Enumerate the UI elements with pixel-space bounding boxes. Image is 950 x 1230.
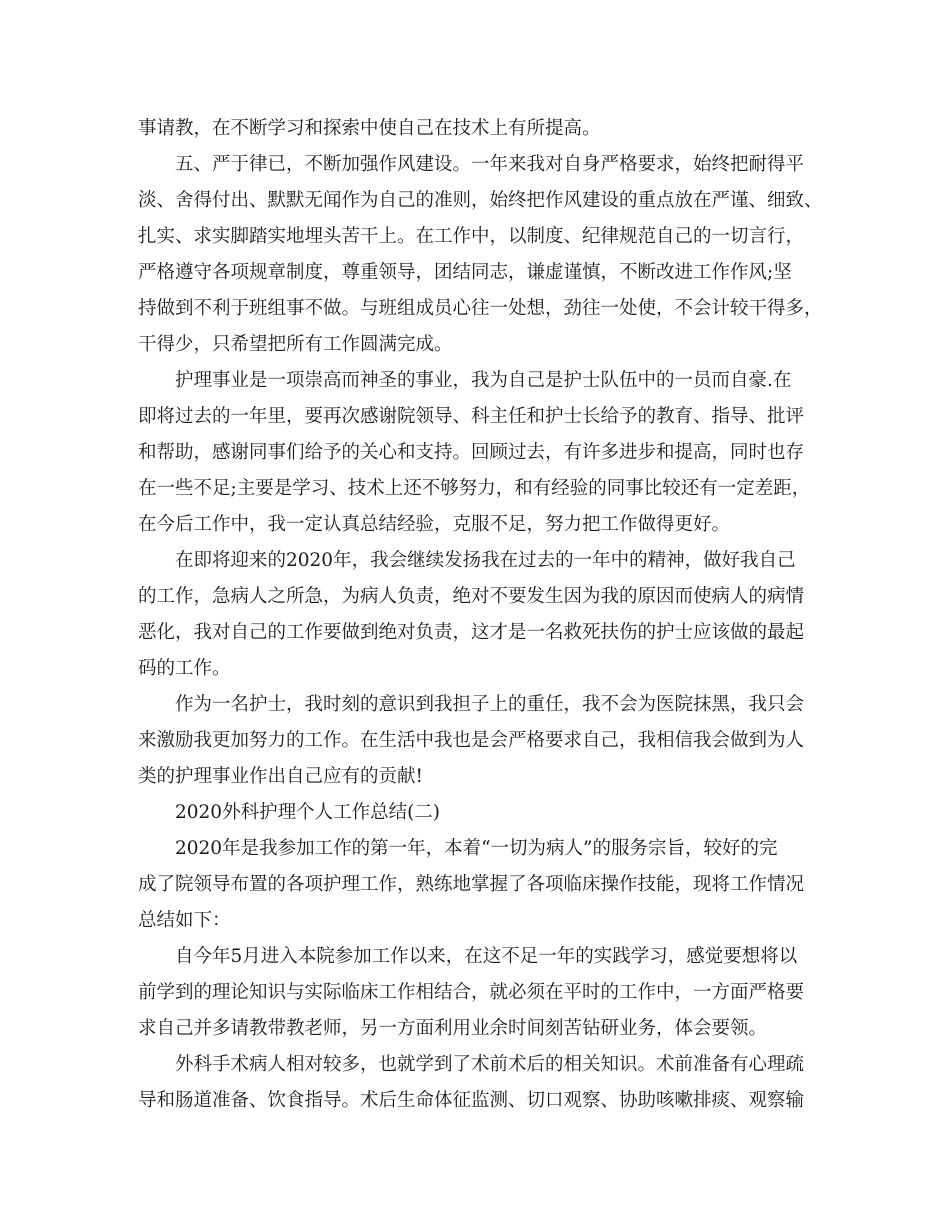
text-line: 作为一名护士，我时刻的意识到我担子上的重任，我不会为医院抹黑，我只会 [175,694,805,715]
text-line: 淡、舍得付出、默默无闻作为自己的准则，始终把作风建设的重点放在严谨、细致、 [138,190,823,211]
text-line: 和帮助，感谢同事们给予的关心和支持。回顾过去，有许多进步和提高，同时也存 [138,442,805,463]
text-line: 在即将迎来的2020年，我会继续发扬我在过去的一年中的精神，做好我自己 [175,550,796,571]
text-line: 恶化，我对自己的工作要做到绝对负责，这才是一名救死扶伤的护士应该做的最起 [138,622,805,643]
text-line: 严格遵守各项规章制度，尊重领导，团结同志，谦虚谨慎，不断改进工作作风;坚 [138,262,792,283]
text-line: 来激励我更加努力的工作。在生活中我也是会严格要求自己，我相信我会做到为人 [138,730,805,751]
text-line: 护理事业是一项崇高而神圣的事业，我为自己是护士队伍中的一员而自豪.在 [175,370,792,391]
text-line: 在一些不足;主要是学习、技术上还不够努力，和有经验的同事比较还有一定差距， [138,478,811,499]
text-line: 干得少，只希望把所有工作圆满完成。 [138,334,453,355]
text-line: 的工作，急病人之所急，为病人负责，绝对不要发生因为我的原因而使病人的病情 [138,586,805,607]
text-line: 求自己并多请教带教老师，另一方面利用业余时间刻苦钻研业务，体会要领。 [138,1018,768,1039]
text-line: 类的护理事业作出自己应有的贡献! [138,766,423,787]
text-line: 码的工作。 [138,658,231,679]
text-line: 成了院领导布置的各项护理工作，熟练地掌握了各项临床操作技能，现将工作情况 [138,874,805,895]
text-line: 自今年5月进入本院参加工作以来，在这不足一年的实践学习，感觉要想将以 [175,946,798,967]
text-line: 2020年是我参加工作的第一年，本着“一切为病人”的服务宗旨，较好的完 [175,838,778,859]
text-line: 前学到的理论知识与实际临床工作相结合，就必须在平时的工作中，一方面严格要 [138,982,805,1003]
text-line: 即将过去的一年里，要再次感谢院领导、科主任和护士长给予的教育、指导、批评 [138,406,805,427]
text-line: 外科手术病人相对较多，也就学到了术前术后的相关知识。术前准备有心理疏 [175,1054,805,1075]
text-line: 五、严于律已，不断加强作风建设。一年来我对自身严格要求，始终把耐得平 [175,154,805,175]
text-line: 导和肠道准备、饮食指导。术后生命体征监测、切口观察、协助咳嗽排痰、观察输 [138,1090,805,1111]
text-line: 事请教，在不断学习和探索中使自己在技术上有所提高。 [138,118,601,139]
text-line: 持做到不利于班组事不做。与班组成员心往一处想，劲往一处使，不会计较干得多， [138,298,823,319]
text-line: 在今后工作中，我一定认真总结经验，克服不足，努力把工作做得更好。 [138,514,731,535]
section-heading: 2020外科护理个人工作总结(二) [175,802,441,823]
text-line: 扎实、求实脚踏实地埋头苦干上。在工作中，以制度、纪律规范自己的一切言行， [138,226,805,247]
text-line: 总结如下： [138,910,231,931]
